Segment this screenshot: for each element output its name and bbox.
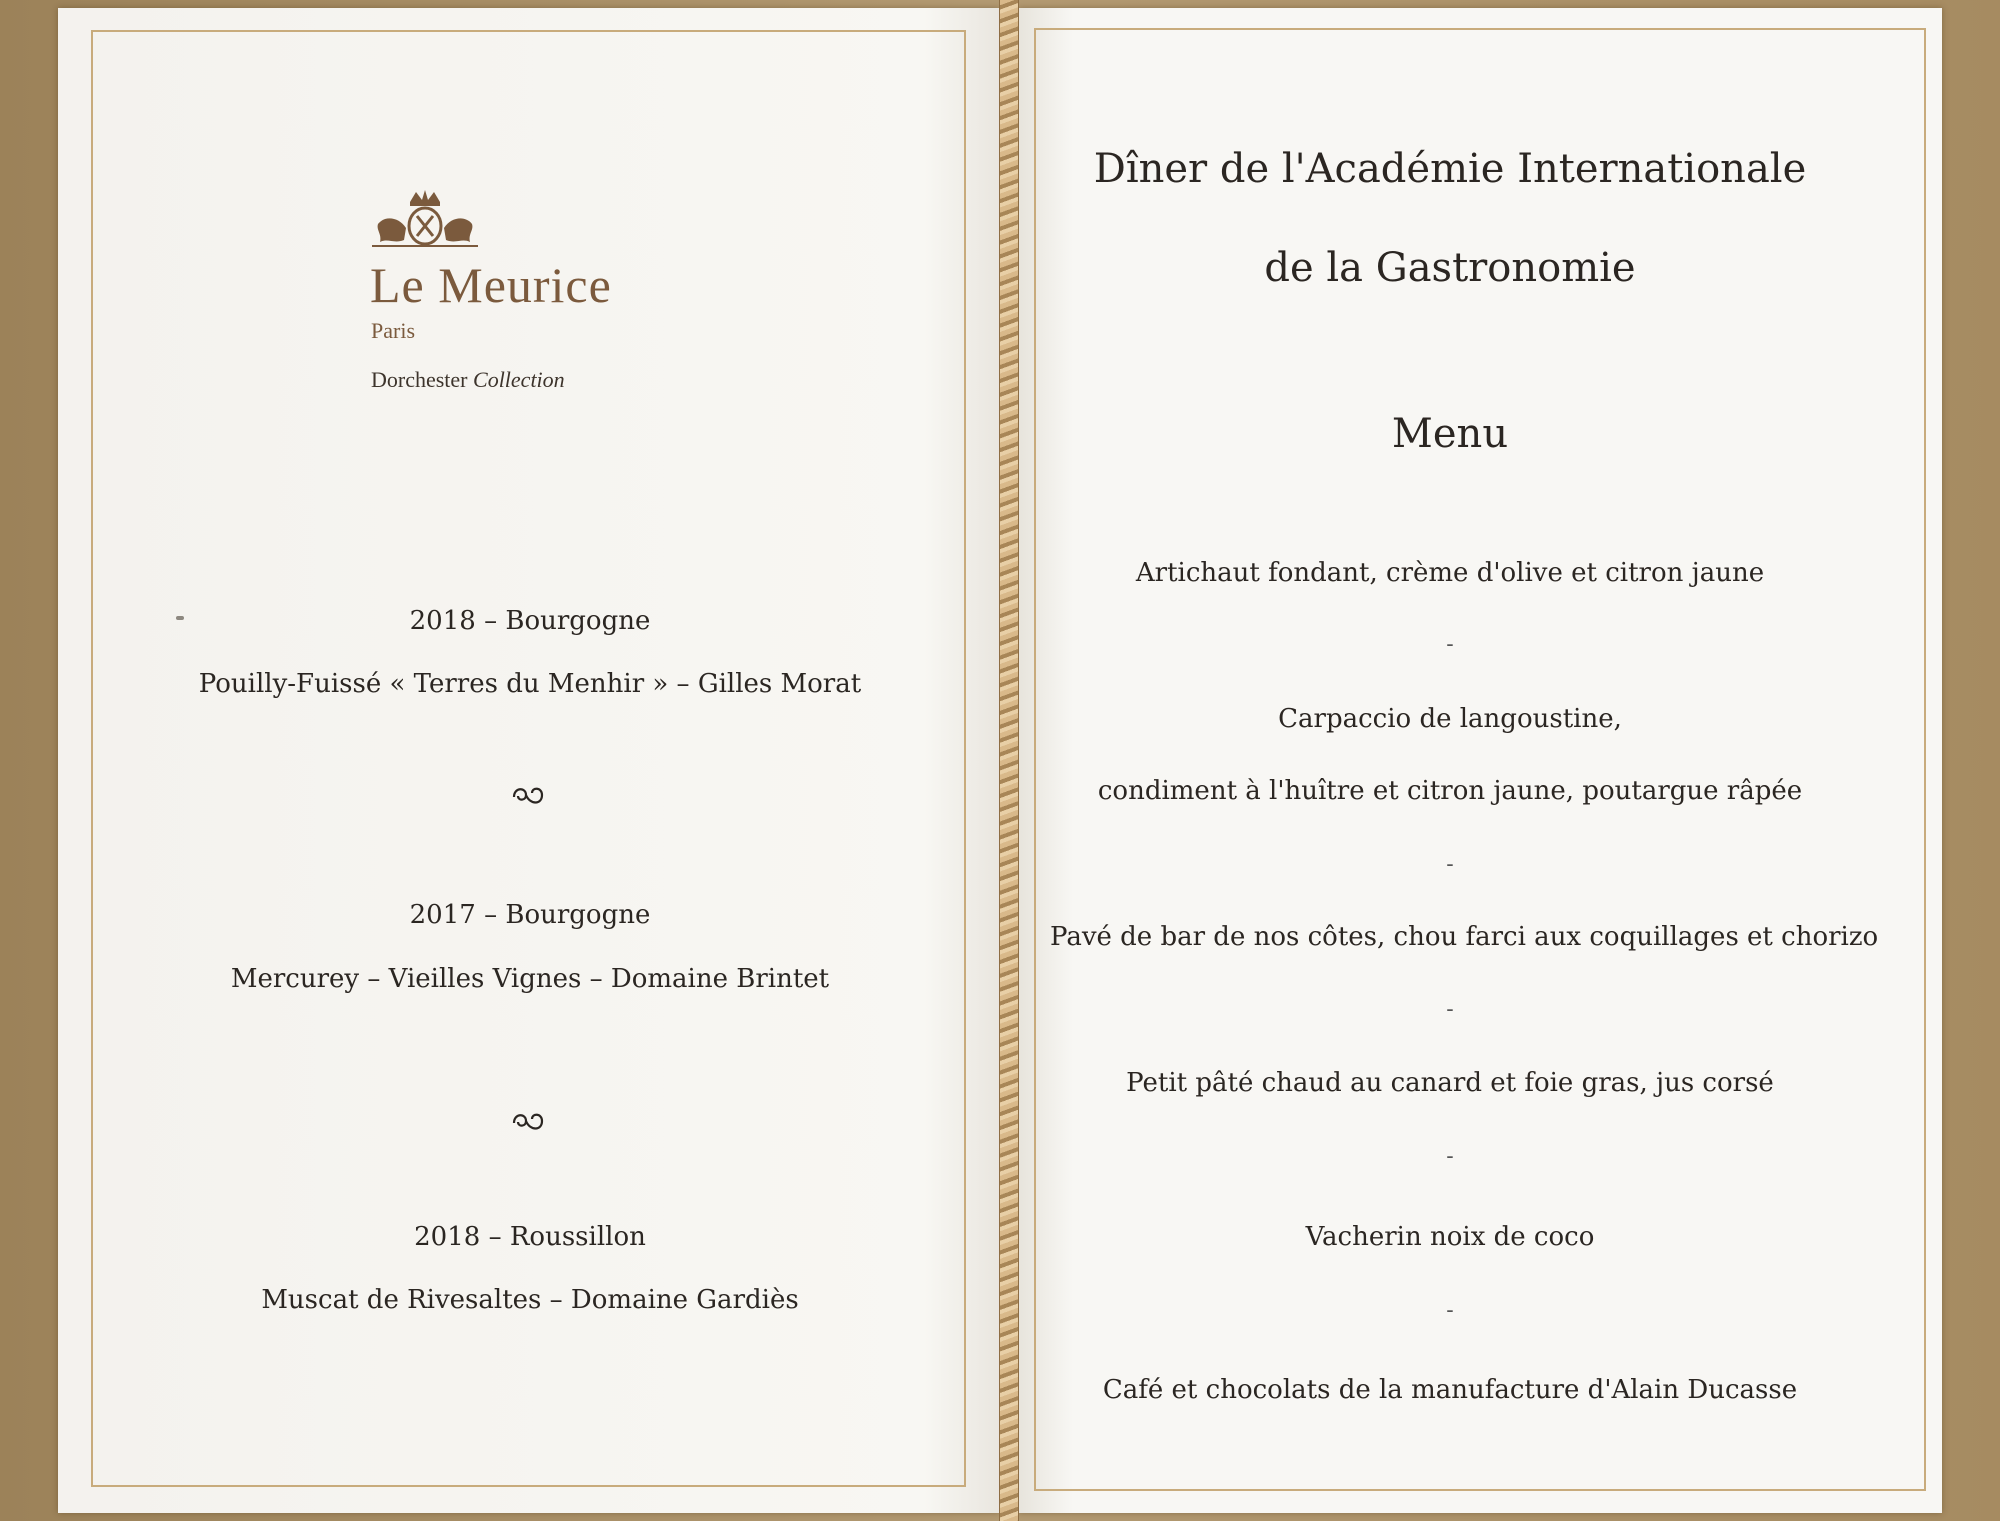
brand-name: Le Meurice — [370, 257, 612, 313]
menu-heading: Menu — [1391, 411, 1509, 457]
menu-title-line-1: Dîner de l'Académie Internationale — [1093, 146, 1807, 192]
ornament-icon — [508, 1107, 548, 1133]
wine-2-description: Mercurey – Vieilles Vignes – Domaine Brintet — [230, 964, 830, 994]
wine-3-description: Muscat de Rivesaltes – Domaine Gardiès — [261, 1285, 799, 1315]
course-separator: - — [1446, 997, 1454, 1022]
course-3: Pavé de bar de nos côtes, chou farci aux coquillages et chorizo — [1050, 922, 1879, 952]
wine-2-vintage: 2017 – Bourgogne — [409, 900, 651, 930]
wine-1-description: Pouilly-Fuissé « Terres du Menhir » – Gilles Morat — [198, 669, 862, 699]
course-6: Café et chocolats de la manufacture d'Alain Ducasse — [1102, 1375, 1798, 1405]
course-5: Vacherin noix de coco — [1305, 1222, 1595, 1252]
course-separator: - — [1446, 1144, 1454, 1169]
menu-title-line-2: de la Gastronomie — [1264, 245, 1636, 291]
wine-1-vintage: 2018 – Bourgogne — [409, 606, 651, 636]
course-4: Petit pâté chaud au canard et foie gras, jus corsé — [1126, 1068, 1774, 1098]
course-2-line-2: condiment à l'huître et citron jaune, poutargue râpée — [1097, 776, 1803, 806]
course-separator: - — [1446, 852, 1454, 877]
course-separator: - — [1446, 632, 1454, 657]
course-separator: - — [1446, 1298, 1454, 1323]
course-1: Artichaut fondant, crème d'olive et citron jaune — [1135, 558, 1765, 588]
brand-collection — [371, 367, 565, 393]
collection-suffix: Collection — [473, 367, 565, 392]
left-page-frame — [91, 30, 966, 1487]
brand-city: Paris — [371, 318, 415, 343]
wine-3-vintage: 2018 – Roussillon — [414, 1222, 646, 1252]
right-page — [1018, 8, 1942, 1513]
ornament-icon — [508, 781, 548, 807]
binding-cord — [999, 0, 1019, 1521]
collection-prefix: Dorchester — [371, 367, 468, 392]
course-2-line-1: Carpaccio de langoustine, — [1278, 704, 1622, 734]
crest-logo-icon — [370, 190, 480, 260]
